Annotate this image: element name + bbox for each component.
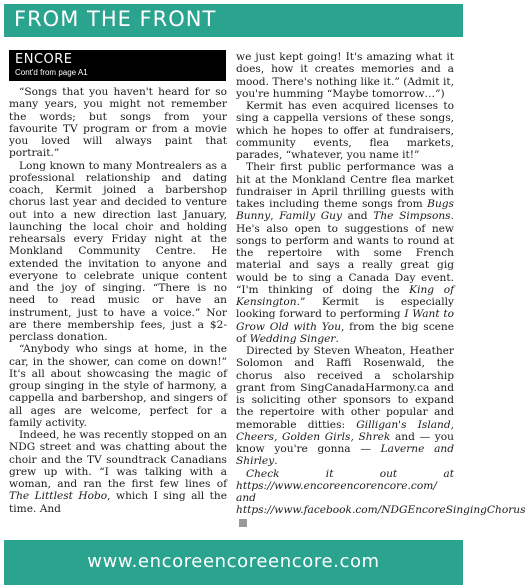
section-title: FROM THE FRONT [14, 7, 217, 31]
italic-title: The Littlest Hobo [9, 490, 108, 503]
paragraph: Directed by Steven Wheaton, Heather Solomon and Raffi Rosenwald, the chorus also received a scholarship grant from SingCanadaHarmony.ca and is soliciting other sponsors to expand the repertoire with other popular and memorable ditties: Gilligan's Island, Cheers, Golden Girls, Shrek and — you know you're gonna — Laverne and Shirley. [236, 345, 455, 468]
continued-note: Cont'd from page A1 [15, 68, 88, 77]
end-mark [239, 519, 247, 527]
article-column-1 [9, 86, 227, 515]
paragraph: we just kept going! It's amazing what it does, how it creates memories and a mood. There's nothing like it.” (Admit it, you're humming “Maybe tomorrow…”) [236, 51, 454, 100]
section-header [4, 4, 463, 37]
paragraph: Their first public performance was a hit at the Monkland Centre flea market fundraiser in April thrilling guests with takes including theme songs from Bugs Bunny, Family Guy and The Simpsons. He's also open to suggestions of new songs to perform and wants to round at the repertoire with some French material and says a really great gig would be to sing a Canada Day event. “I'm thinking of doing the King of Kensington.” Kermit is especially looking forward to performing I Want to Grow Old with You, from the big scene of Wedding Singer. [236, 161, 454, 345]
article-header [9, 50, 226, 81]
paragraph: “Songs that you haven't heard for so many years, you might not remember the words; but songs from your favourite TV program or from a movie you loved will always paint that portrait.” [9, 86, 227, 160]
paragraph: Indeed, he was recently stopped on an NDG street and was chatting about the choir and the TV soundtrack Canadians grew up with. “I was talking with a woman, and ran the first few lines of The Littlest Hobo, which I sing all the time. And [9, 429, 227, 515]
paragraph: Long known to many Montrealers as a professional relationship and dating coach, Kermit joined a barbershop chorus last year and decided to venture out into a new direction last January, launching the local choir and holding rehearsals every Friday night at the Monkland Community Centre. He extended the invitation to anyone and everyone to celebrate unique content and the joy of singing. “There is no need to read music or have an instrument, just to have a voice.” Nor are there membership fees, just a $2-perclass donation. [9, 159, 227, 343]
article-column-2 [236, 51, 526, 529]
footer-url[interactable]: www.encoreencoreencore.com [87, 551, 380, 572]
links[interactable]: Check it out at https://www.encoreencorencore.com/ and https://www.facebook.com/NDGEncoreSingingChorus [236, 467, 526, 517]
paragraph: “Anybody who sings at home, in the car, in the shower, can come on down!” It's all about showcasing the magic of group singing in the style of harmony, a cappella and barbershop, and singers of all ages are welcome, perfect for a family activity. [9, 343, 227, 429]
footer-bar [4, 540, 463, 585]
paragraph: Kermit has even acquired licenses to sing a cappella versions of these songs, which he hopes to offer at fundraisers, community events, flea markets, parades, “whatever, you name it!” [236, 100, 454, 161]
article-title: ENCORE [15, 52, 73, 67]
links-paragraph [236, 467, 526, 529]
